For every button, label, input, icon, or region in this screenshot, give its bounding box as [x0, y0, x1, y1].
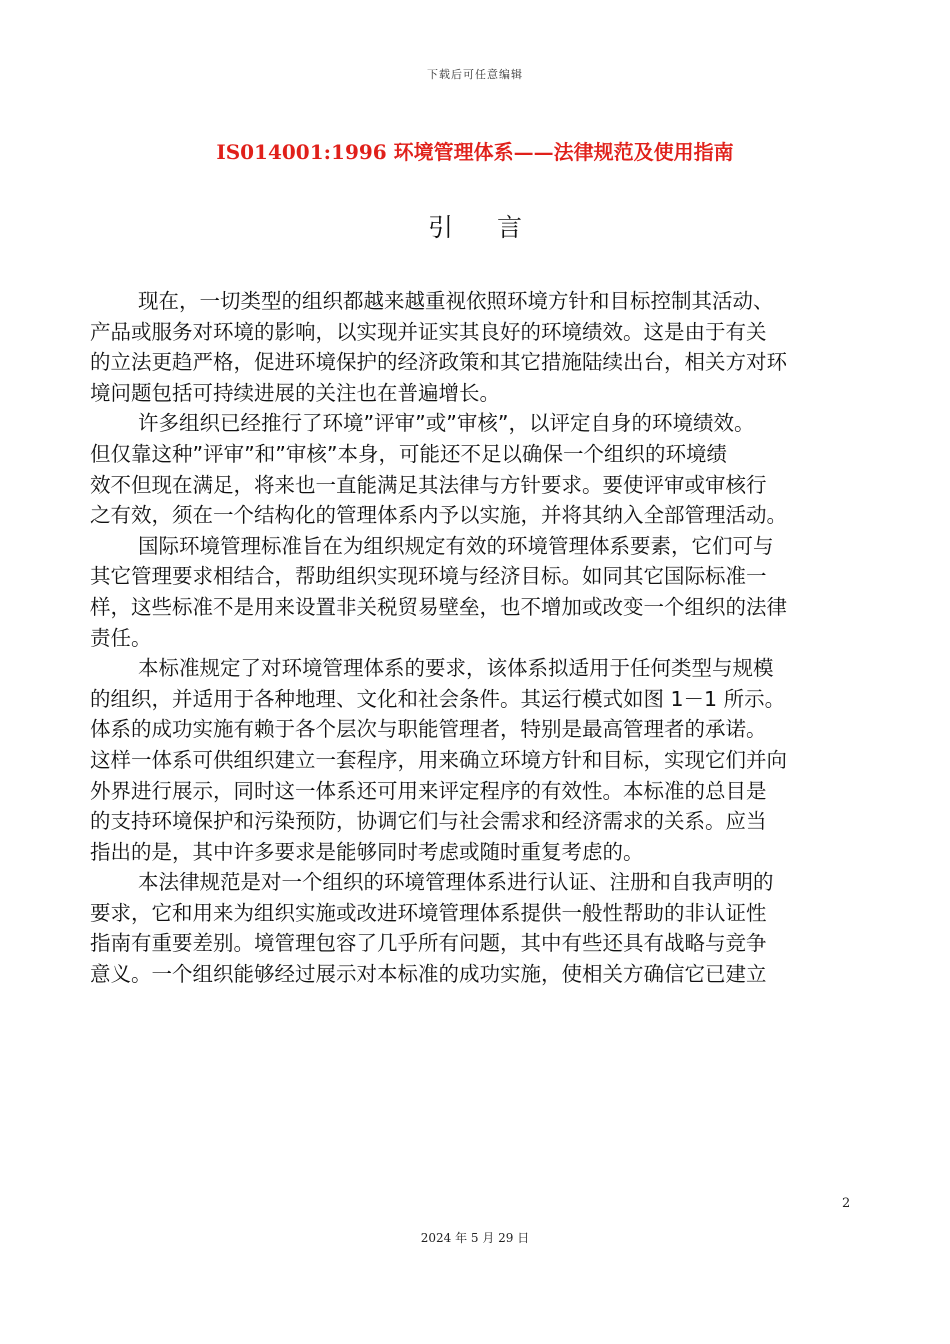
text-line: 本标准规定了对环境管理体系的要求，该体系拟适用于任何类型与规模	[138, 656, 774, 681]
text-line: 样，这些标准不是用来设置非关税贸易壁垒，也不增加或改变一个组织的法律	[90, 594, 787, 619]
header-note: 下载后可任意编辑	[427, 68, 523, 81]
text-line: 体系的成功实施有赖于各个层次与职能管理者，特别是最高管理者的承诺。	[90, 717, 767, 742]
body-text	[90, 286, 872, 990]
text-line: 国际环境管理标准旨在为组织规定有效的环境管理体系要素，它们可与	[138, 533, 774, 558]
text-line: 现在，一切类型的组织都越来越重视依照环境方针和目标控制其活动、	[138, 289, 774, 313]
text-line: 责任。	[90, 625, 152, 650]
paragraph	[90, 867, 872, 989]
text-line: 本法律规范是对一个组织的环境管理体系进行认证、注册和自我声明的	[138, 870, 774, 895]
text-line: 这样一体系可供组织建立一套程序，用来确立环境方针和目标，实现它们并向	[90, 747, 787, 772]
document-title: IS014001:1996 环境管理体系——法律规范及使用指南	[216, 140, 734, 164]
footer-date: 2024 年 5 月 29 日	[420, 1231, 530, 1245]
section-title: 引言	[427, 213, 566, 242]
text-line: 其它管理要求相结合，帮助组织实现环境与经济目标。如同其它国际标准一	[90, 564, 767, 589]
text-line: 但仅靠这种”评审”和”审核”本身，可能还不足以确保一个组织的环境绩	[90, 441, 727, 466]
text-line: 产品或服务对环境的影响，以实现并证实其良好的环境绩效。这是由于有关	[90, 319, 767, 344]
paragraph	[90, 531, 872, 653]
page-number: 2	[842, 1196, 851, 1211]
text-line: 境问题包括可持续进展的关注也在普遍增长。	[90, 380, 500, 405]
text-line: 效不但现在满足，将来也一直能满足其法律与方针要求。要使评审或审核行	[90, 472, 767, 497]
paragraph	[90, 286, 872, 408]
text-line: 要求，它和用来为组织实施或改进环境管理体系提供一般性帮助的非认证性	[90, 900, 767, 925]
text-line: 的立法更趋严格，促进环境保护的经济政策和其它措施陆续出台，相关方对环	[90, 350, 787, 375]
paragraph	[90, 408, 872, 530]
text-line: 外界进行展示，同时这一体系还可用来评定程序的有效性。本标准的总目是	[90, 778, 767, 803]
paragraph	[90, 653, 872, 867]
text-line: 指出的是，其中许多要求是能够同时考虑或随时重复考虑的。	[90, 839, 644, 864]
text-line: 意义。一个组织能够经过展示对本标准的成功实施，使相关方确信它已建立	[90, 962, 767, 987]
text-line: 之有效，须在一个结构化的管理体系内予以实施，并将其纳入全部管理活动。	[90, 503, 787, 528]
text-line: 指南有重要差别。境管理包容了几乎所有问题，其中有些还具有战略与竞争	[90, 931, 767, 956]
text-line: 许多组织已经推行了环境”评审”或”审核”，以评定自身的环境绩效。	[138, 411, 755, 436]
text-line: 的支持环境保护和污染预防，协调它们与社会需求和经济需求的关系。应当	[90, 809, 767, 834]
text-line: 的组织，并适用于各种地理、文化和社会条件。其运行模式如图 1－1 所示。	[90, 686, 786, 711]
